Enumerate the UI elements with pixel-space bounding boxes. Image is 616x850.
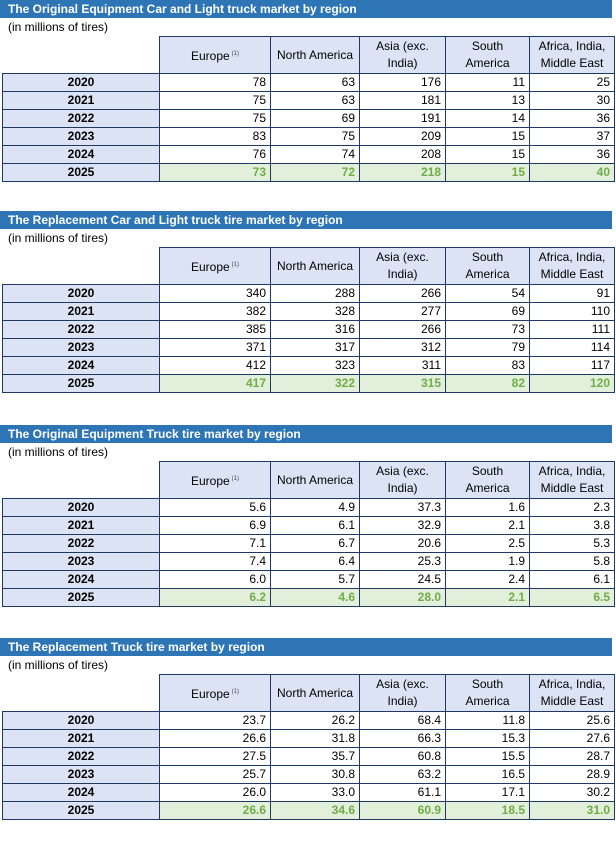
column-header [360,248,446,285]
value-cell: 60.8 [360,748,446,766]
column-header-label: Asia (exc. India) [376,464,429,495]
value-cell: 34.6 [271,802,360,820]
value-cell: 315 [360,375,446,393]
value-cell: 417 [160,375,271,393]
value-cell: 6.1 [271,517,360,535]
value-cell: 28.9 [530,766,615,784]
market-table-section [0,425,616,607]
unit-label: (in millions of tires) [8,20,109,34]
table-row [3,712,615,730]
value-cell: 176 [360,74,446,92]
value-cell: 69 [446,303,530,321]
value-cell: 1.6 [446,499,530,517]
value-cell: 11 [446,74,530,92]
value-cell: 111 [530,321,615,339]
value-cell: 32.9 [360,517,446,535]
value-cell: 31.8 [271,730,360,748]
value-cell: 7.1 [160,535,271,553]
value-cell: 382 [160,303,271,321]
column-header-label: Africa, India, Middle East [538,250,606,281]
value-cell: 340 [160,285,271,303]
column-header [530,37,615,74]
column-header-label: Europe [190,48,230,63]
value-cell: 6.2 [160,589,271,607]
value-cell: 120 [530,375,615,393]
value-cell: 13 [446,92,530,110]
section-title: The Replacement Truck tire market by region [0,638,612,656]
value-cell: 16.5 [446,766,530,784]
value-cell: 266 [360,321,446,339]
table-row [3,553,615,571]
table-row [3,748,615,766]
column-header-label: Europe [190,686,230,701]
region-table [2,461,615,607]
value-cell: 2.4 [446,571,530,589]
value-cell: 6.5 [530,589,615,607]
column-header-label: South America [465,250,510,281]
column-header-label: Africa, India, Middle East [538,39,606,70]
value-cell: 5.6 [160,499,271,517]
value-cell: 15 [446,146,530,164]
header-row [3,462,615,499]
value-cell: 385 [160,321,271,339]
market-table-section [0,0,616,182]
table-row [3,164,615,182]
year-cell: 2020 [3,712,160,730]
value-cell: 110 [530,303,615,321]
column-header-label: South America [465,464,510,495]
value-cell: 5.7 [271,571,360,589]
column-header [271,248,360,285]
value-cell: 316 [271,321,360,339]
footnote-marker: (1) [231,261,240,268]
value-cell: 61.1 [360,784,446,802]
value-cell: 83 [446,357,530,375]
table-row [3,589,615,607]
column-header [530,248,615,285]
year-cell: 2024 [3,571,160,589]
table-row [3,74,615,92]
value-cell: 209 [360,128,446,146]
value-cell: 6.7 [271,535,360,553]
value-cell: 35.7 [271,748,360,766]
year-cell: 2023 [3,339,160,357]
section-title: The Original Equipment Truck tire market by region [0,425,612,443]
column-header [160,248,271,285]
year-cell: 2025 [3,375,160,393]
value-cell: 25.3 [360,553,446,571]
column-header-label: Europe [190,259,230,274]
value-cell: 63 [271,92,360,110]
value-cell: 74 [271,146,360,164]
value-cell: 328 [271,303,360,321]
value-cell: 25.6 [530,712,615,730]
value-cell: 73 [446,321,530,339]
year-cell: 2024 [3,146,160,164]
value-cell: 63 [271,74,360,92]
value-cell: 6.4 [271,553,360,571]
column-header [446,675,530,712]
column-header [271,675,360,712]
year-cell: 2021 [3,303,160,321]
column-header-label: Asia (exc. India) [376,677,429,708]
value-cell: 277 [360,303,446,321]
value-cell: 17.1 [446,784,530,802]
value-cell: 69 [271,110,360,128]
year-cell: 2020 [3,285,160,303]
table-row [3,128,615,146]
table-row [3,730,615,748]
column-header [530,675,615,712]
year-cell: 2020 [3,499,160,517]
column-header [160,37,271,74]
value-cell: 66.3 [360,730,446,748]
value-cell: 63.2 [360,766,446,784]
table-row [3,499,615,517]
value-cell: 322 [271,375,360,393]
section-title: The Replacement Car and Light truck tire market by region [0,211,612,229]
value-cell: 15.3 [446,730,530,748]
value-cell: 3.8 [530,517,615,535]
value-cell: 288 [271,285,360,303]
column-header-label: Africa, India, Middle East [538,464,606,495]
value-cell: 54 [446,285,530,303]
table-row [3,375,615,393]
value-cell: 40 [530,164,615,182]
value-cell: 27.5 [160,748,271,766]
value-cell: 4.6 [271,589,360,607]
value-cell: 31.0 [530,802,615,820]
table-row [3,802,615,820]
year-cell: 2023 [3,766,160,784]
value-cell: 311 [360,357,446,375]
table-row [3,517,615,535]
value-cell: 75 [160,110,271,128]
year-cell: 2025 [3,802,160,820]
footnote-marker: (1) [231,475,240,482]
section-title: The Original Equipment Car and Light truck market by region [0,0,612,18]
table-row [3,339,615,357]
value-cell: 91 [530,285,615,303]
value-cell: 18.5 [446,802,530,820]
value-cell: 412 [160,357,271,375]
table-row [3,285,615,303]
year-cell: 2025 [3,164,160,182]
table-row [3,303,615,321]
value-cell: 37 [530,128,615,146]
value-cell: 30 [530,92,615,110]
value-cell: 117 [530,357,615,375]
year-cell: 2022 [3,748,160,766]
column-header-label: North America [276,258,354,273]
value-cell: 36 [530,146,615,164]
value-cell: 30.2 [530,784,615,802]
year-cell: 2021 [3,730,160,748]
value-cell: 26.6 [160,802,271,820]
value-cell: 60.9 [360,802,446,820]
table-row [3,321,615,339]
column-header [160,462,271,499]
value-cell: 76 [160,146,271,164]
header-row [3,675,615,712]
value-cell: 82 [446,375,530,393]
value-cell: 14 [446,110,530,128]
market-table-section [0,211,616,393]
header-row [3,37,615,74]
value-cell: 20.6 [360,535,446,553]
value-cell: 30.8 [271,766,360,784]
column-header-label: Europe [190,473,230,488]
header-row [3,248,615,285]
value-cell: 15.5 [446,748,530,766]
footnote-marker: (1) [231,50,240,57]
table-row [3,766,615,784]
section-spacer [0,393,616,425]
unit-label: (in millions of tires) [8,658,109,672]
value-cell: 11.8 [446,712,530,730]
column-header [360,675,446,712]
year-cell: 2025 [3,589,160,607]
value-cell: 23.7 [160,712,271,730]
column-header-label: North America [276,47,354,62]
value-cell: 25 [530,74,615,92]
table-row [3,357,615,375]
year-cell: 2021 [3,517,160,535]
year-cell: 2024 [3,357,160,375]
value-cell: 26.2 [271,712,360,730]
value-cell: 28.0 [360,589,446,607]
value-cell: 6.1 [530,571,615,589]
value-cell: 72 [271,164,360,182]
value-cell: 208 [360,146,446,164]
value-cell: 1.9 [446,553,530,571]
column-header-label: Asia (exc. India) [376,39,429,70]
year-cell: 2023 [3,553,160,571]
value-cell: 191 [360,110,446,128]
value-cell: 26.0 [160,784,271,802]
value-cell: 6.0 [160,571,271,589]
column-header [360,462,446,499]
value-cell: 218 [360,164,446,182]
value-cell: 317 [271,339,360,357]
year-cell: 2022 [3,110,160,128]
value-cell: 33.0 [271,784,360,802]
year-cell: 2022 [3,321,160,339]
table-row [3,784,615,802]
column-header [160,675,271,712]
year-cell: 2020 [3,74,160,92]
column-header [530,462,615,499]
unit-label: (in millions of tires) [8,231,109,245]
value-cell: 4.9 [271,499,360,517]
column-header-label: North America [276,685,354,700]
column-header-label: Asia (exc. India) [376,250,429,281]
value-cell: 312 [360,339,446,357]
value-cell: 68.4 [360,712,446,730]
value-cell: 2.3 [530,499,615,517]
column-header [271,37,360,74]
market-table-section [0,638,616,820]
column-header-label: South America [465,39,510,70]
value-cell: 75 [271,128,360,146]
value-cell: 83 [160,128,271,146]
value-cell: 15 [446,128,530,146]
value-cell: 36 [530,110,615,128]
footnote-marker: (1) [231,688,240,695]
table-row [3,535,615,553]
value-cell: 2.1 [446,517,530,535]
value-cell: 323 [271,357,360,375]
blank-header-cell [3,675,160,712]
column-header [446,37,530,74]
table-row [3,571,615,589]
value-cell: 6.9 [160,517,271,535]
value-cell: 25.7 [160,766,271,784]
value-cell: 7.4 [160,553,271,571]
value-cell: 75 [160,92,271,110]
table-row [3,92,615,110]
value-cell: 266 [360,285,446,303]
value-cell: 24.5 [360,571,446,589]
column-header-label: Africa, India, Middle East [538,677,606,708]
blank-header-cell [3,462,160,499]
region-table [2,36,615,182]
section-spacer [0,182,616,211]
table-row [3,146,615,164]
value-cell: 5.3 [530,535,615,553]
section-spacer [0,607,616,638]
value-cell: 2.1 [446,589,530,607]
column-header [446,248,530,285]
value-cell: 73 [160,164,271,182]
value-cell: 26.6 [160,730,271,748]
column-header [446,462,530,499]
value-cell: 28.7 [530,748,615,766]
region-table [2,247,615,393]
year-cell: 2021 [3,92,160,110]
value-cell: 371 [160,339,271,357]
value-cell: 181 [360,92,446,110]
table-row [3,110,615,128]
year-cell: 2024 [3,784,160,802]
year-cell: 2022 [3,535,160,553]
column-header-label: South America [465,677,510,708]
region-table [2,674,615,820]
value-cell: 15 [446,164,530,182]
blank-header-cell [3,248,160,285]
column-header [360,37,446,74]
value-cell: 27.6 [530,730,615,748]
column-header [271,462,360,499]
value-cell: 5.8 [530,553,615,571]
value-cell: 37.3 [360,499,446,517]
value-cell: 79 [446,339,530,357]
value-cell: 78 [160,74,271,92]
value-cell: 114 [530,339,615,357]
year-cell: 2023 [3,128,160,146]
unit-label: (in millions of tires) [8,445,109,459]
blank-header-cell [3,37,160,74]
value-cell: 2.5 [446,535,530,553]
column-header-label: North America [276,472,354,487]
